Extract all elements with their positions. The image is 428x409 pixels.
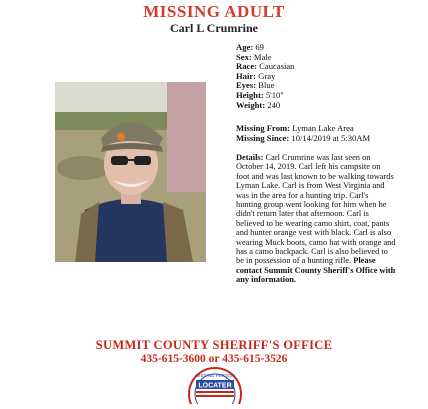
- stat-hair: Hair: Gray: [236, 70, 276, 81]
- missing-since: Missing Since: 10/14/2019 at 5:30AM: [236, 132, 371, 143]
- stat-race: Race: Caucasian: [236, 61, 295, 72]
- stat-sex: Sex: Male: [236, 51, 272, 62]
- contact-phone-numbers: 435-615-3600 or 435-615-3526: [140, 353, 288, 365]
- missing-person-name: Carl L Crumrine: [170, 21, 258, 35]
- missing-person-photo: [55, 82, 206, 262]
- stat-weight: Weight: 240: [236, 99, 281, 110]
- stat-eyes: Eyes: Blue: [236, 80, 275, 91]
- sheriff-office-name: SUMMIT COUNTY SHERIFF'S OFFICE: [95, 338, 333, 352]
- missing-info: [236, 124, 396, 143]
- photo-illustration: [55, 82, 206, 262]
- missing-from: Missing From: Lyman Lake Area: [236, 123, 354, 133]
- details-section: [236, 153, 396, 285]
- poster-title: MISSING ADULT: [143, 2, 285, 21]
- svg-text:MISSING PERSON: MISSING PERSON: [195, 373, 235, 378]
- locater-seal-logo: [172, 364, 258, 404]
- stat-height: Height: 5'10": [236, 89, 284, 100]
- details-text: Carl Crumrine was last seen on October 14, 2019. Carl left his campsite on foot and was last known to be walking towards Lyman Lake. Carl is from West Virginia and was in the area for a hunting trip. Carl's hunting group went looking for him when he didn't return later that afternoon. Carl is believed to be wearing camo shirt, coat, pants and hunter orange vest with black. Carl is also wearing Muck boots, camo hat with orange and has a camo backpack. Carl is also believed to be in possession of a hunting rifle.: [236, 153, 396, 266]
- stat-age: Age: 69: [236, 42, 264, 52]
- contact-instructions: Please contact Summit County Sheriff's Office with any information.: [236, 256, 396, 285]
- details-label: Details:: [236, 153, 264, 162]
- svg-text:LOCATER: LOCATER: [198, 382, 232, 390]
- physical-description: [236, 43, 396, 110]
